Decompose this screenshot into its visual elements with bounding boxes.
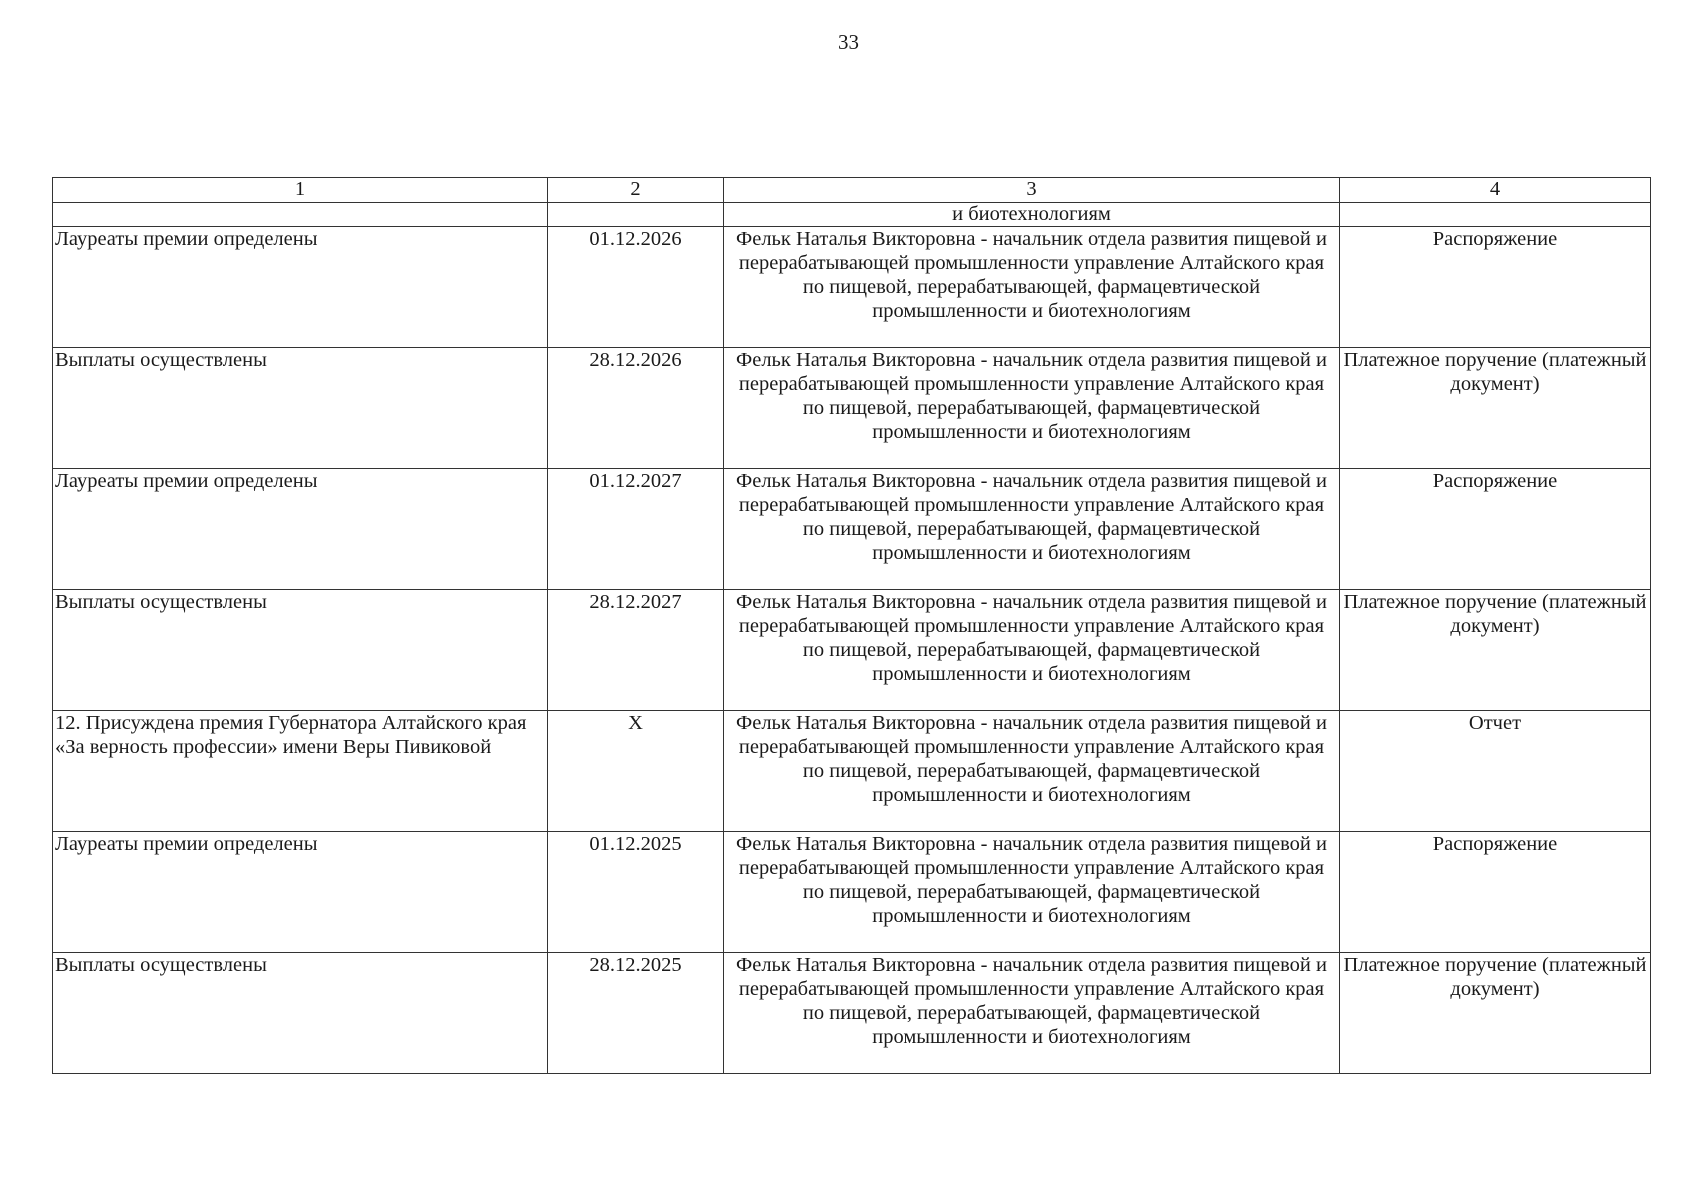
date-cell: 01.12.2025 xyxy=(548,832,724,953)
column-number-2: 2 xyxy=(548,178,724,203)
column-number-row xyxy=(53,178,1651,203)
responsible-cell: Фельк Наталья Викторовна - начальник отдела развития пищевой и перерабатывающей промышленности управление Алтайского края по пищевой, перерабатывающей, фармацевтической промышленности и биотехнологиям xyxy=(724,227,1340,348)
table-row xyxy=(53,832,1651,953)
event-cell: Выплаты осуществлены xyxy=(53,590,548,711)
table-row xyxy=(53,469,1651,590)
date-cell: 01.12.2026 xyxy=(548,227,724,348)
date-cell: 28.12.2026 xyxy=(548,348,724,469)
page-number: 33 xyxy=(838,30,859,54)
date-cell: 01.12.2027 xyxy=(548,469,724,590)
table-row xyxy=(53,227,1651,348)
table-row xyxy=(53,711,1651,832)
responsible-cell: Фельк Наталья Викторовна - начальник отдела развития пищевой и перерабатывающей промышленности управление Алтайского края по пищевой, перерабатывающей, фармацевтической промышленности и биотехнологиям xyxy=(724,469,1340,590)
continuation-cell-4 xyxy=(1340,203,1651,227)
document-cell: Отчет xyxy=(1340,711,1651,832)
document-cell: Распоряжение xyxy=(1340,469,1651,590)
column-number-1: 1 xyxy=(53,178,548,203)
event-cell: Лауреаты премии определены xyxy=(53,832,548,953)
table-row xyxy=(53,953,1651,1074)
continuation-cell-2 xyxy=(548,203,724,227)
document-cell: Распоряжение xyxy=(1340,227,1651,348)
table-row xyxy=(53,348,1651,469)
document-cell: Платежное поручение (платежный документ) xyxy=(1340,953,1651,1074)
date-cell: 28.12.2027 xyxy=(548,590,724,711)
column-number-3: 3 xyxy=(724,178,1340,203)
event-cell: Выплаты осуществлены xyxy=(53,348,548,469)
document-cell: Платежное поручение (платежный документ) xyxy=(1340,348,1651,469)
responsible-cell: Фельк Наталья Викторовна - начальник отдела развития пищевой и перерабатывающей промышленности управление Алтайского края по пищевой, перерабатывающей, фармацевтической промышленности и биотехнологиям xyxy=(724,832,1340,953)
date-cell: 28.12.2025 xyxy=(548,953,724,1074)
column-number-4: 4 xyxy=(1340,178,1651,203)
document-cell: Платежное поручение (платежный документ) xyxy=(1340,590,1651,711)
continuation-row xyxy=(53,203,1651,227)
event-cell: Лауреаты премии определены xyxy=(53,227,548,348)
document-cell: Распоряжение xyxy=(1340,832,1651,953)
continuation-text: и биотехнологиям xyxy=(724,203,1340,227)
responsible-cell: Фельк Наталья Викторовна - начальник отдела развития пищевой и перерабатывающей промышленности управление Алтайского края по пищевой, перерабатывающей, фармацевтической промышленности и биотехнологиям xyxy=(724,711,1340,832)
responsible-cell: Фельк Наталья Викторовна - начальник отдела развития пищевой и перерабатывающей промышленности управление Алтайского края по пищевой, перерабатывающей, фармацевтической промышленности и биотехнологиям xyxy=(724,953,1340,1074)
event-cell: Выплаты осуществлены xyxy=(53,953,548,1074)
table-row xyxy=(53,590,1651,711)
plan-table xyxy=(52,177,1651,1074)
continuation-cell-1 xyxy=(53,203,548,227)
responsible-cell: Фельк Наталья Викторовна - начальник отдела развития пищевой и перерабатывающей промышленности управление Алтайского края по пищевой, перерабатывающей, фармацевтической промышленности и биотехнологиям xyxy=(724,590,1340,711)
event-cell: Лауреаты премии определены xyxy=(53,469,548,590)
responsible-cell: Фельк Наталья Викторовна - начальник отдела развития пищевой и перерабатывающей промышленности управление Алтайского края по пищевой, перерабатывающей, фармацевтической промышленности и биотехнологиям xyxy=(724,348,1340,469)
event-cell: 12. Присуждена премия Губернатора Алтайского края «За верность профессии» имени Веры Пивиковой xyxy=(53,711,548,832)
date-cell: X xyxy=(548,711,724,832)
